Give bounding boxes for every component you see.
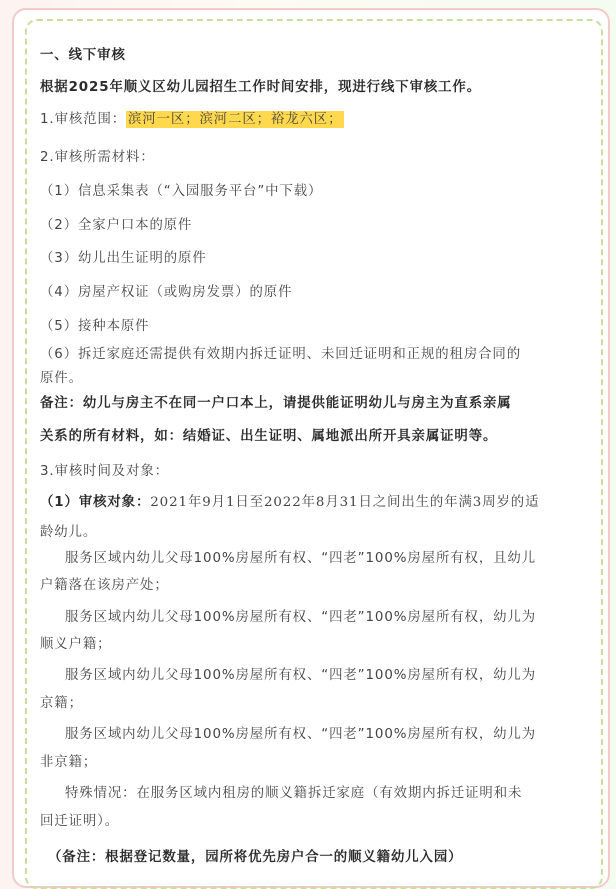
intro-text: 根据2025年顺义区幼儿园招生工作时间安排，现进行线下审核工作。 — [40, 80, 482, 95]
special-case: 特殊情况：在服务区域内租房的顺义籍拆迁家庭（有效期内拆迁证明和未 — [65, 786, 523, 801]
target-line-cont: 龄幼儿。 — [40, 525, 98, 540]
case-item: 服务区域内幼儿父母100%房屋所有权、“四老”100%房屋所有权，且幼儿 — [65, 551, 536, 566]
material-item: （4）房屋产权证（或购房发票）的原件 — [40, 285, 293, 300]
case-item-cont: 京籍； — [40, 696, 83, 711]
materials-title: 2.审核所需材料： — [40, 150, 155, 165]
scope-highlight: 滨河一区；滨河二区；裕龙六区； — [128, 112, 343, 127]
material-item: （5）接种本原件 — [40, 319, 150, 334]
case-item: 服务区域内幼儿父母100%房屋所有权、“四老”100%房屋所有权，幼儿为 — [65, 610, 536, 625]
target-line — [40, 491, 539, 510]
scope-label: 1.审核范围： — [40, 112, 127, 127]
target-label: （1）审核对象： — [40, 495, 151, 510]
case-item: 服务区域内幼儿父母100%房屋所有权、“四老”100%房屋所有权，幼儿为 — [65, 727, 536, 742]
case-item-cont: 顺义户籍； — [40, 637, 112, 652]
note-line: 关系的所有材料，如：结婚证、出生证明、属地派出所开具亲属证明等。 — [40, 429, 498, 444]
target-text: 2021年9月1日至2022年8月31日之间出生的年满3周岁的适 — [150, 495, 540, 510]
special-case-cont: 回迁证明）。 — [40, 814, 120, 829]
note-line: 备注：幼儿与房主不在同一户口本上，请提供能证明幼儿与房主为直系亲属 — [40, 396, 512, 411]
material-item: （3）幼儿出生证明的原件 — [40, 251, 207, 266]
section-heading: 一、线下审核 — [40, 48, 126, 63]
scope-line — [40, 108, 344, 127]
material-item: （1）信息采集表（“入园服务平台”中下载） — [40, 184, 323, 199]
time-title: 3.审核时间及对象： — [40, 464, 169, 479]
case-item: 服务区域内幼儿父母100%房屋所有权、“四老”100%房屋所有权，幼儿为 — [65, 668, 536, 683]
case-item-cont: 户籍落在该房产处； — [40, 578, 169, 593]
material-item-6-cont: 原件。 — [40, 371, 83, 386]
case-item-cont: 非京籍； — [40, 755, 98, 770]
material-item: （2）全家户口本的原件 — [40, 218, 193, 233]
material-item-6: （6）拆迁家庭还需提供有效期内拆迁证明、未回迁证明和正规的租房合同的 — [40, 347, 522, 362]
final-note: （备注：根据登记数量，园所将优先房户合一的顺义籍幼儿入园） — [48, 850, 463, 865]
